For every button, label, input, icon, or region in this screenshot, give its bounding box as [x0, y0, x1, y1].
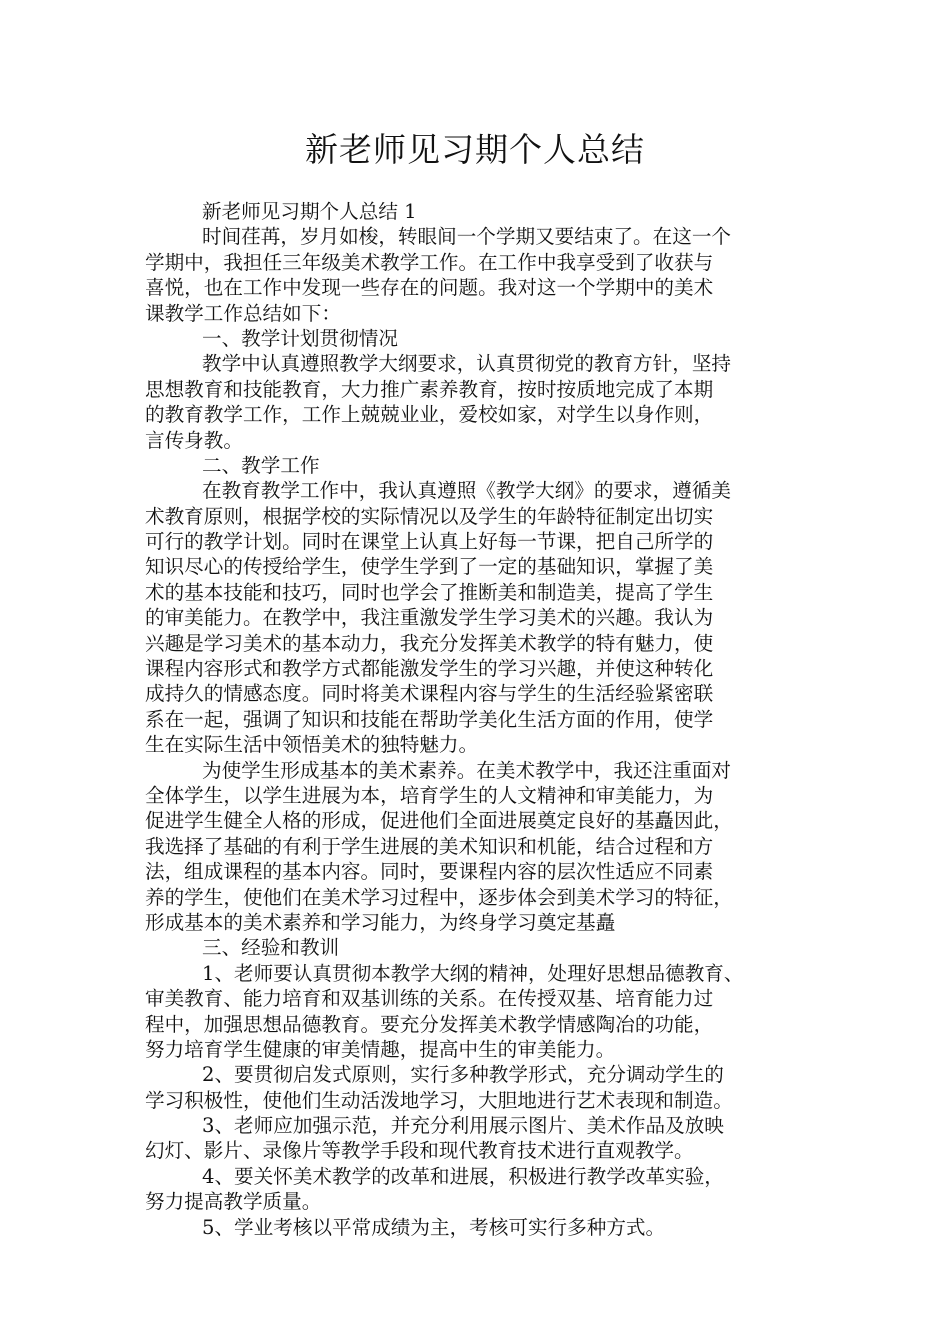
text-line: 三、经验和教训: [202, 936, 340, 960]
text-line: 时间荏苒，岁月如梭，转眼间一个学期又要结束了。在这一个: [202, 225, 732, 249]
document-title: 新老师见习期个人总结: [305, 130, 645, 169]
text-line: 学习积极性，使他们生动活泼地学习，大胆地进行艺术表现和制造。: [145, 1088, 733, 1112]
text-line: 1、老师要认真贯彻本教学大纲的精神，处理好思想品德教育、: [202, 961, 744, 985]
text-line: 审美教育、能力培育和双基训练的关系。在传授双基、培育能力过: [145, 987, 714, 1011]
text-line: 程中，加强思想品德教育。要充分发挥美术教学情感陶冶的功能，: [145, 1012, 714, 1036]
text-line: 在教育教学工作中，我认真遵照《教学大纲》的要求，遵循美: [202, 479, 732, 503]
text-line: 3、老师应加强示范，并充分利用展示图片、美术作品及放映: [202, 1114, 724, 1138]
text-line: 思想教育和技能教育，大力推广素养教育，按时按质地完成了本期: [145, 377, 714, 401]
text-line: 努力提高教学质量。: [145, 1190, 322, 1214]
document-body: [145, 199, 825, 1240]
text-line: 养的学生，使他们在美术学习过程中，逐步体会到美术学习的特征，: [145, 885, 733, 909]
text-line: 我选择了基础的有利于学生进展的美术知识和机能，结合过程和方: [145, 834, 714, 858]
text-line: 为使学生形成基本的美术素养。在美术教学中，我还注重面对: [202, 758, 732, 782]
text-line: 喜悦，也在工作中发现一些存在的问题。我对这一个学期中的美术: [145, 276, 714, 300]
text-line: 兴趣是学习美术的基本动力，我充分发挥美术教学的特有魅力，使: [145, 631, 714, 655]
text-line: 言传身教。: [145, 428, 243, 452]
text-line: 二、教学工作: [202, 453, 320, 477]
text-line: 促进学生健全人格的形成，促进他们全面进展奠定良好的基矗因此，: [145, 809, 733, 833]
text-line: 努力培育学生健康的审美情趣，提高中生的审美能力。: [145, 1037, 616, 1061]
text-line: 幻灯、影片、录像片等教学手段和现代教育技术进行直观教学。: [145, 1139, 694, 1163]
text-line: 新老师见习期个人总结 1: [202, 200, 417, 223]
text-line: 术的基本技能和技巧，同时也学会了推断美和制造美，提高了学生: [145, 580, 714, 604]
text-line: 教学中认真遵照教学大纲要求，认真贯彻党的教育方针，坚持: [202, 352, 732, 376]
text-line: 课程内容形式和教学方式都能激发学生的学习兴趣，并使这种转化: [145, 657, 714, 681]
text-line: 2、要贯彻启发式原则，实行多种教学形式，充分调动学生的: [202, 1063, 724, 1087]
text-line: 成持久的情感态度。同时将美术课程内容与学生的生活经验紧密联: [145, 682, 714, 706]
text-line: 的审美能力。在教学中，我注重激发学生学习美术的兴趣。我认为: [145, 606, 714, 630]
text-line: 课教学工作总结如下：: [145, 301, 341, 325]
text-line: 法，组成课程的基本内容。同时，要课程内容的层次性适应不同素: [145, 860, 714, 884]
text-line: 全体学生，以学生进展为本，培育学生的人文精神和审美能力，为: [145, 783, 714, 807]
text-line: 5、学业考核以平常成绩为主，考核可实行多种方式。: [202, 1215, 666, 1239]
text-line: 一、教学计划贯彻情况: [202, 326, 398, 350]
text-line: 系在一起，强调了知识和技能在帮助学美化生活方面的作用，使学: [145, 707, 714, 731]
text-line: 的教育教学工作，工作上兢兢业业，爱校如家，对学生以身作则，: [145, 403, 714, 427]
text-line: 生在实际生活中领悟美术的独特魅力。: [145, 733, 479, 757]
text-line: 4、要关怀美术教学的改革和进展，积极进行教学改革实验，: [202, 1164, 724, 1188]
text-line: 学期中，我担任三年级美术教学工作。在工作中我享受到了收获与: [145, 250, 714, 274]
text-line: 术教育原则，根据学校的实际情况以及学生的年龄特征制定出切实: [145, 504, 714, 528]
text-line: 形成基本的美术素养和学习能力，为终身学习奠定基矗: [145, 910, 616, 934]
text-line: 知识尽心的传授给学生，使学生学到了一定的基础知识，掌握了美: [145, 555, 714, 579]
text-line: 可行的教学计划。同时在课堂上认真上好每一节课，把自己所学的: [145, 530, 714, 554]
